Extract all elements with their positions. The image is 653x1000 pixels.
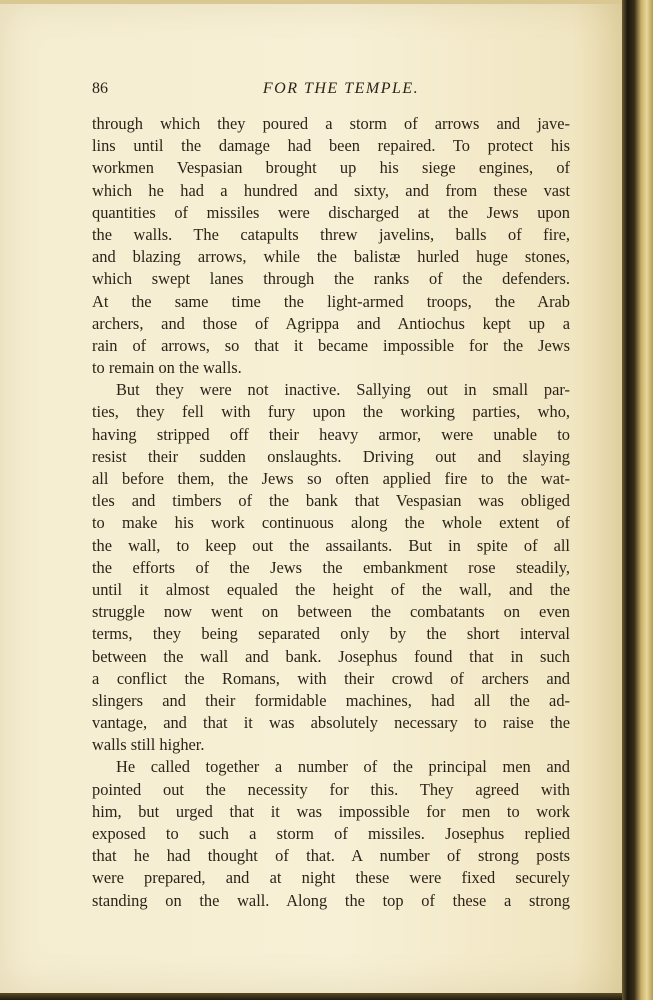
paragraph-first-line: But they were not inactive. Sallying out in small par- — [116, 380, 570, 400]
text-line: which swept lanes through the ranks of the defenders. — [92, 269, 570, 289]
text-line: until it almost equaled the height of the wall, and the — [92, 579, 570, 599]
text-line: to make his work continuous along the whole extent of — [92, 513, 570, 533]
text-line: through which they poured a storm of arrows and jave- — [92, 114, 570, 133]
text-line: the walls. The catapults threw javelins, balls of fire, — [92, 224, 570, 244]
text-line: At the same time the light-armed troops, the Arab — [92, 291, 570, 311]
text-line: exposed to such a storm of missiles. Josephus replied — [92, 824, 570, 843]
text-line: having stripped off their heavy armor, were unable to — [92, 424, 570, 444]
page-number: 86 — [92, 80, 108, 97]
body-text — [92, 113, 570, 912]
text-line: and blazing arrows, while the balistæ hurled huge stones, — [92, 247, 570, 267]
text-line: standing on the wall. Along the top of these a strong — [92, 890, 570, 910]
text-line: walls still higher. — [92, 735, 205, 755]
text-line: which he had a hundred and sixty, and from these vast — [92, 180, 570, 200]
text-line: between the wall and bank. Josephus found that in such — [92, 646, 570, 666]
text-line: archers, and those of Agrippa and Antiochus kept up a — [92, 313, 570, 333]
text-line: that he had thought of that. A number of strong posts — [92, 846, 570, 866]
text-line: ties, they fell with fury upon the working parties, who, — [92, 402, 570, 422]
text-line: to remain on the walls. — [92, 358, 242, 378]
text-line: lins until the damage had been repaired. To protect his — [92, 136, 570, 156]
page-top-edge — [0, 0, 622, 4]
text-line: rain of arrows, so that it became impossible for the Jews — [92, 335, 570, 355]
text-line: quantities of missiles were discharged at the Jews upon — [92, 202, 570, 222]
text-line: slingers and their formidable machines, had all the ad- — [92, 690, 570, 710]
text-line: vantage, and that it was absolutely necessary to raise the — [92, 713, 570, 733]
running-head: FOR THE TEMPLE. — [262, 80, 420, 97]
text-line: terms, they being separated only by the short interval — [92, 624, 570, 644]
text-line: the efforts of the Jews the embankment rose steadily, — [92, 557, 570, 577]
text-line: were prepared, and at night these were fixed securely — [92, 868, 570, 888]
text-line: struggle now went on between the combatants on even — [92, 602, 570, 622]
text-line: pointed out the necessity for this. They agreed with — [92, 779, 570, 799]
text-line: resist their sudden onslaughts. Driving out and slaying — [92, 446, 570, 466]
text-line: workmen Vespasian brought up his siege engines, of — [92, 158, 570, 178]
paragraph-first-line: He called together a number of the principal men and — [116, 757, 570, 777]
page-header — [92, 80, 570, 102]
text-line: a conflict the Romans, with their crowd of archers and — [92, 668, 570, 688]
text-line: tles and timbers of the bank that Vespasian was obliged — [92, 491, 570, 511]
book-spine — [622, 0, 653, 1000]
text-line: all before them, the Jews so often applied fire to the wat- — [92, 469, 570, 488]
text-line: him, but urged that it was impossible for men to work — [92, 801, 570, 821]
text-line: the wall, to keep out the assailants. But in spite of all — [92, 535, 570, 555]
page-bottom-edge — [0, 993, 622, 1000]
